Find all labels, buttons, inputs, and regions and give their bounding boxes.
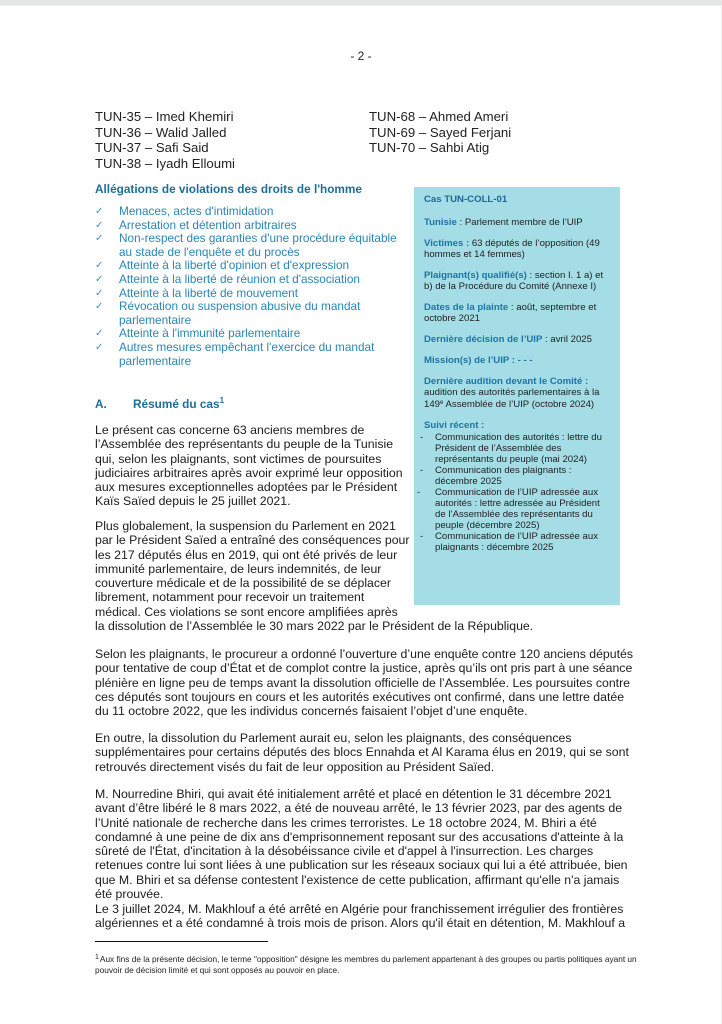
- allegation-item: ✓ Atteinte à la liberté de réunion et d'association: [95, 271, 360, 286]
- allegation-item: ✓ Non-respect des garanties d'une procédure équitable au stade de l'enquête et du procès: [95, 231, 397, 259]
- allegation-item: ✓ Révocation ou suspension abusive du mandat parlementaire: [95, 299, 361, 327]
- allegation-item: ✓ Autres mesures empêchant l'exercice du mandat parlementaire: [95, 339, 375, 368]
- case-victims: [424, 238, 610, 260]
- checkmark-icon: ✓: [95, 260, 104, 272]
- followup-item: - Communication de l’UIP adressée aux plaignants : décembre 2025: [420, 531, 598, 553]
- checkmark-icon: ✓: [95, 233, 104, 245]
- case-last-decision: [424, 334, 610, 345]
- followup-list: [417, 432, 610, 553]
- allegation-item: ✓ Atteinte à la liberté de mouvement: [95, 285, 299, 300]
- case-complainants-label: Plaignant(s) qualifié(s): [424, 270, 527, 281]
- case-summary-box: [414, 187, 620, 605]
- case-missions-label: Mission(s) de l’UIP : - - -: [424, 355, 533, 366]
- checkmark-icon: ✓: [95, 219, 104, 231]
- section-title: Résumé du cas: [133, 397, 220, 411]
- checkmark-icon: ✓: [95, 301, 104, 313]
- case-last-decision-label: Dernière décision de l’UIP: [424, 334, 543, 345]
- case-followup-label: Suivi récent :: [424, 420, 485, 431]
- case-country: [424, 217, 610, 228]
- paragraph-parliament-suspension-continued: la dissolution de l’Assemblée le 30 mars 2022 par le Président de la République.: [95, 619, 534, 633]
- victim-names-right-column: [369, 109, 511, 156]
- dash-bullet-icon: -: [420, 465, 424, 476]
- allegations-section: [95, 182, 400, 368]
- case-complainants-value: : section I. 1 a) et b) de la Procédure du Comité (Annexe I): [424, 270, 604, 292]
- section-a-heading: [95, 396, 224, 411]
- page-number: - 2 -: [350, 49, 372, 63]
- paragraph-investigation: Selon les plaignants, le procureur a ordonné l’ouverture d’une enquête contre 120 anciens députés pour tentative de coup d’État et de complot contre la justice, après qu’ils ont pris part à une séance plénière en ligne peu de temps avant la dissolution officielle de l’Assemblée. Les poursuites contre ces députés sont toujours en cours et les autorités exécutives ont confirmé, dans une lettre datée du 11 octobre 2022, que les individus concernés faisaient l’objet d’une enquête.: [95, 647, 634, 719]
- victim-name: TUN-37 – Safi Said: [95, 140, 209, 156]
- case-missions: [424, 355, 610, 366]
- paragraph-bhiri: M. Nourredine Bhiri, qui avait été initialement arrêté et placé en détention le 31 décembre 2021 avant d’être libéré le 8 mars 2022, a été de nouveau arrêté, le 13 février 2023, par des agents de l’Unité nationale de recherche dans les crimes terroristes. Le 18 octobre 2024, M. Bhiri a été condamné à une peine de dix ans d'emprisonnement reposant sur des accusations d'atteinte à la sûreté de l'État, d'incitation à la désobéissance civile et d'appel à l'insurrection. Les charges retenues contre lui sont liées à une publication sur les réseaux sociaux qui lui a été attribuée, bien que M. Bhiri et sa défense contestent l'existence de cette publication, affirmant qu'elle n'a jamais été prouvée.: [95, 787, 628, 902]
- case-victims-label: Victimes :: [424, 238, 470, 249]
- victim-name: TUN-38 – Iyadh Elloumi: [95, 155, 235, 171]
- allegation-item: ✓ Arrestation et détention arbitraires: [95, 217, 297, 232]
- paragraph-case-summary: Le présent cas concerne 63 anciens membres de l’Assemblée des représentants du peuple de la Tunisie qui, selon les plaignants, sont victimes de poursuites judiciaires arbitraires après avoir exprimé leur opposition aux mesures exceptionnelles adoptées par le Président Kaïs Saïed depuis le 25 juillet 2021.: [95, 423, 403, 509]
- case-dates-value: : août, septembre et octobre 2021: [424, 302, 597, 324]
- allegations-heading: Allégations de violations des droits de l'homme: [95, 182, 362, 196]
- checkmark-icon: ✓: [95, 328, 104, 340]
- case-last-hearing-label: Dernière audition devant le Comité :: [424, 376, 589, 387]
- viewer-top-bar: [0, 0, 722, 6]
- victim-name: TUN-68 – Ahmed Ameri: [369, 109, 509, 124]
- footnote-reference[interactable]: 1: [219, 396, 225, 405]
- checkmark-icon: ✓: [95, 341, 104, 353]
- allegations-list: [95, 205, 400, 368]
- dash-bullet-icon: -: [420, 432, 424, 443]
- case-last-decision-value: : avril 2025: [542, 334, 592, 345]
- case-country-label: Tunisie: [424, 217, 457, 228]
- case-victims-value: 63 députés de l’opposition (49 hommes et 14 femmes): [424, 238, 600, 260]
- section-number: A.: [95, 397, 107, 411]
- case-title: Cas TUN-COLL-01: [424, 194, 508, 205]
- dash-bullet-icon: -: [417, 487, 421, 498]
- case-last-hearing: Dernière audition devant le Comité : audition des autorités parlementaires à la 149e Assemblée de l’UIP (octobre 2024): [424, 376, 610, 410]
- allegation-item: ✓ Atteinte à la liberté d'opinion et d'expression: [95, 258, 350, 273]
- victim-name: TUN-36 – Walid Jalled: [95, 124, 227, 140]
- footnote: [95, 952, 640, 976]
- allegation-item: ✓ Atteinte à l'immunité parlementaire: [95, 326, 301, 341]
- checkmark-icon: ✓: [95, 287, 104, 299]
- footnote-number: 1: [95, 954, 99, 961]
- case-followup: [417, 420, 610, 553]
- allegation-item: ✓ Menaces, actes d'intimidation: [95, 204, 274, 218]
- victim-names-left-column: [95, 109, 235, 171]
- case-complainants: [424, 270, 610, 292]
- paragraph-makhlouf: Le 3 juillet 2024, M. Makhlouf a été arrêté en Algérie pour franchissement irrégulier des frontières algériennes et a été condamné à trois mois de prison. Alors qu'il était en détention, M. Makhlouf a: [95, 902, 626, 931]
- followup-item: - Communication de l’UIP adressée aux autorités : lettre adressée au Président de l’Assemblée des représentants du peuple (décembre 2025): [417, 487, 600, 531]
- paragraph-parliament-suspension: Plus globalement, la suspension du Parlement en 2021 par le Président Saïed a entraîné des conséquences pour les 217 députés élus en 2019, qui ont été privés de leur immunité parlementaire, de leurs indemnités, de leur couverture médicale et de la possibilité de se déplacer librement, notamment pour recevoir un traitement médical. Ces violations se sont encore amplifiées après: [95, 519, 410, 619]
- case-dates-label: Dates de la plainte: [424, 302, 509, 313]
- victim-name: TUN-69 – Sayed Ferjani: [369, 124, 512, 140]
- case-last-hearing-value: audition des autorités parlementaires à la 149: [424, 387, 600, 410]
- case-country-value: : Parlement membre de l’UIP: [456, 217, 583, 228]
- checkmark-icon: ✓: [95, 273, 104, 285]
- dash-bullet-icon: -: [420, 531, 424, 542]
- case-complaint-dates: [424, 302, 610, 324]
- victim-name: TUN-35 – Imed Khemiri: [95, 109, 234, 124]
- victim-name: TUN-70 – Sahbi Atig: [369, 140, 490, 156]
- paragraph-additional-consequences: En outre, la dissolution du Parlement aurait eu, selon les plaignants, des conséquences supplémentaires pour certains députés des blocs Ennahda et Al Karama élus en 2019, qui se sont retrouvés directement visés du fait de leur opposition au Président Saïed.: [95, 731, 629, 774]
- checkmark-icon: ✓: [95, 206, 104, 217]
- footnote-text: Aux fins de la présente décision, le terme "opposition" désigne les membres du parlement appartenant à des groupes ou partis politiques ayant un pouvoir de décision limité et qui sont opposés au pouvoir en place.: [95, 954, 637, 975]
- followup-item: - Communication des autorités : lettre du Président de l’Assemblée des représentants du peuple (mai 2024): [420, 432, 602, 465]
- followup-item: - Communication des plaignants : décembre 2025: [420, 465, 572, 487]
- footnote-separator: [95, 941, 268, 942]
